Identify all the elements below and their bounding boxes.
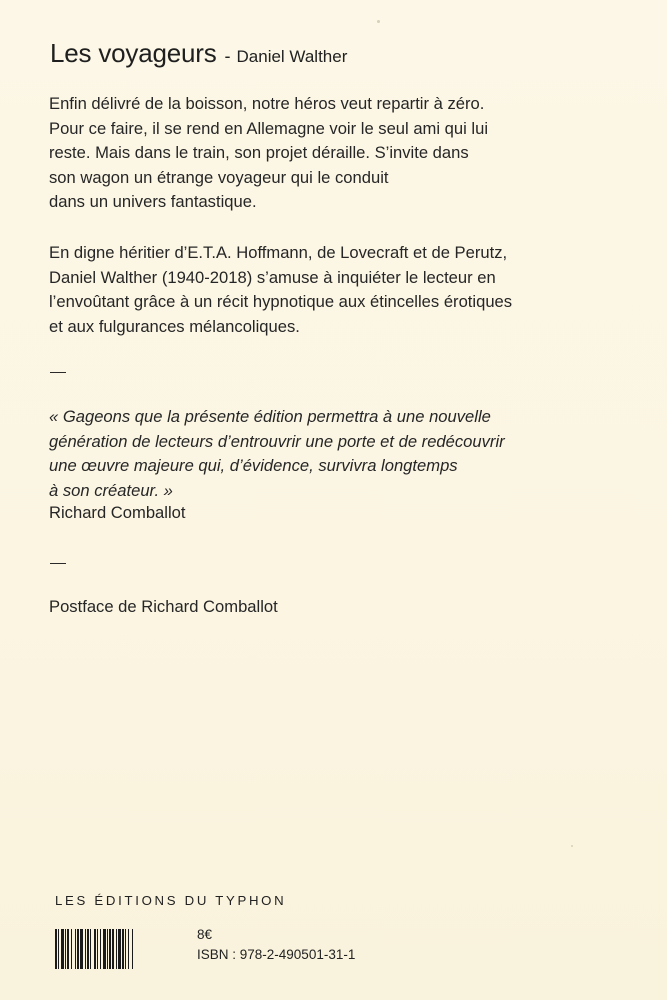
quote-line: génération de lecteurs d’entrouvrir une porte et de redécouvrir bbox=[49, 431, 505, 451]
blurb-paragraph-2 bbox=[49, 241, 629, 339]
quote-attribution: Richard Comballot bbox=[49, 503, 186, 522]
blurb-line: Enfin délivré de la boisson, notre héros veut repartir à zéro. bbox=[49, 94, 485, 113]
blurb-line: dans un univers fantastique. bbox=[49, 192, 257, 212]
paper-speck bbox=[377, 20, 380, 23]
blurb-line: et aux fulgurances mélancoliques. bbox=[49, 316, 300, 336]
title-separator: - bbox=[224, 46, 231, 66]
quote-line: une œuvre majeure qui, d’évidence, survivra longtemps bbox=[49, 456, 458, 476]
blurb-line: En digne héritier d’E.T.A. Hoffmann, de Lovecraft et de Perutz, bbox=[49, 243, 508, 262]
review-quote bbox=[49, 405, 505, 503]
blurb-line: son wagon un étrange voyageur qui le conduit bbox=[49, 167, 389, 187]
paper-speck bbox=[571, 845, 573, 847]
blurb-line: Pour ce faire, il se rend en Allemagne voir le seul ami qui lui bbox=[49, 118, 489, 138]
title-line bbox=[50, 38, 347, 69]
book-author: Daniel Walther bbox=[236, 47, 348, 66]
book-title: Les voyageurs bbox=[50, 38, 217, 68]
publisher-name: LES ÉDITIONS DU TYPHON bbox=[55, 893, 287, 908]
price: 8€ bbox=[197, 927, 213, 942]
blurb-paragraph-1 bbox=[49, 92, 629, 215]
barcode bbox=[55, 929, 188, 969]
isbn: ISBN : 978-2-490501-31-1 bbox=[197, 947, 356, 962]
blurb-line: Daniel Walther (1940-2018) s’amuse à inquiéter le lecteur en bbox=[49, 267, 496, 287]
quote-line: « Gageons que la présente édition permettra à une nouvelle bbox=[49, 407, 491, 426]
blurb-line: l’envoûtant grâce à un récit hypnotique aux étincelles érotiques bbox=[49, 292, 513, 312]
postface-credit: Postface de Richard Comballot bbox=[49, 597, 278, 616]
section-divider bbox=[50, 563, 66, 564]
quote-line: à son créateur. » bbox=[49, 480, 173, 500]
blurb-line: reste. Mais dans le train, son projet déraille. S’invite dans bbox=[49, 143, 469, 163]
section-divider bbox=[50, 372, 66, 373]
